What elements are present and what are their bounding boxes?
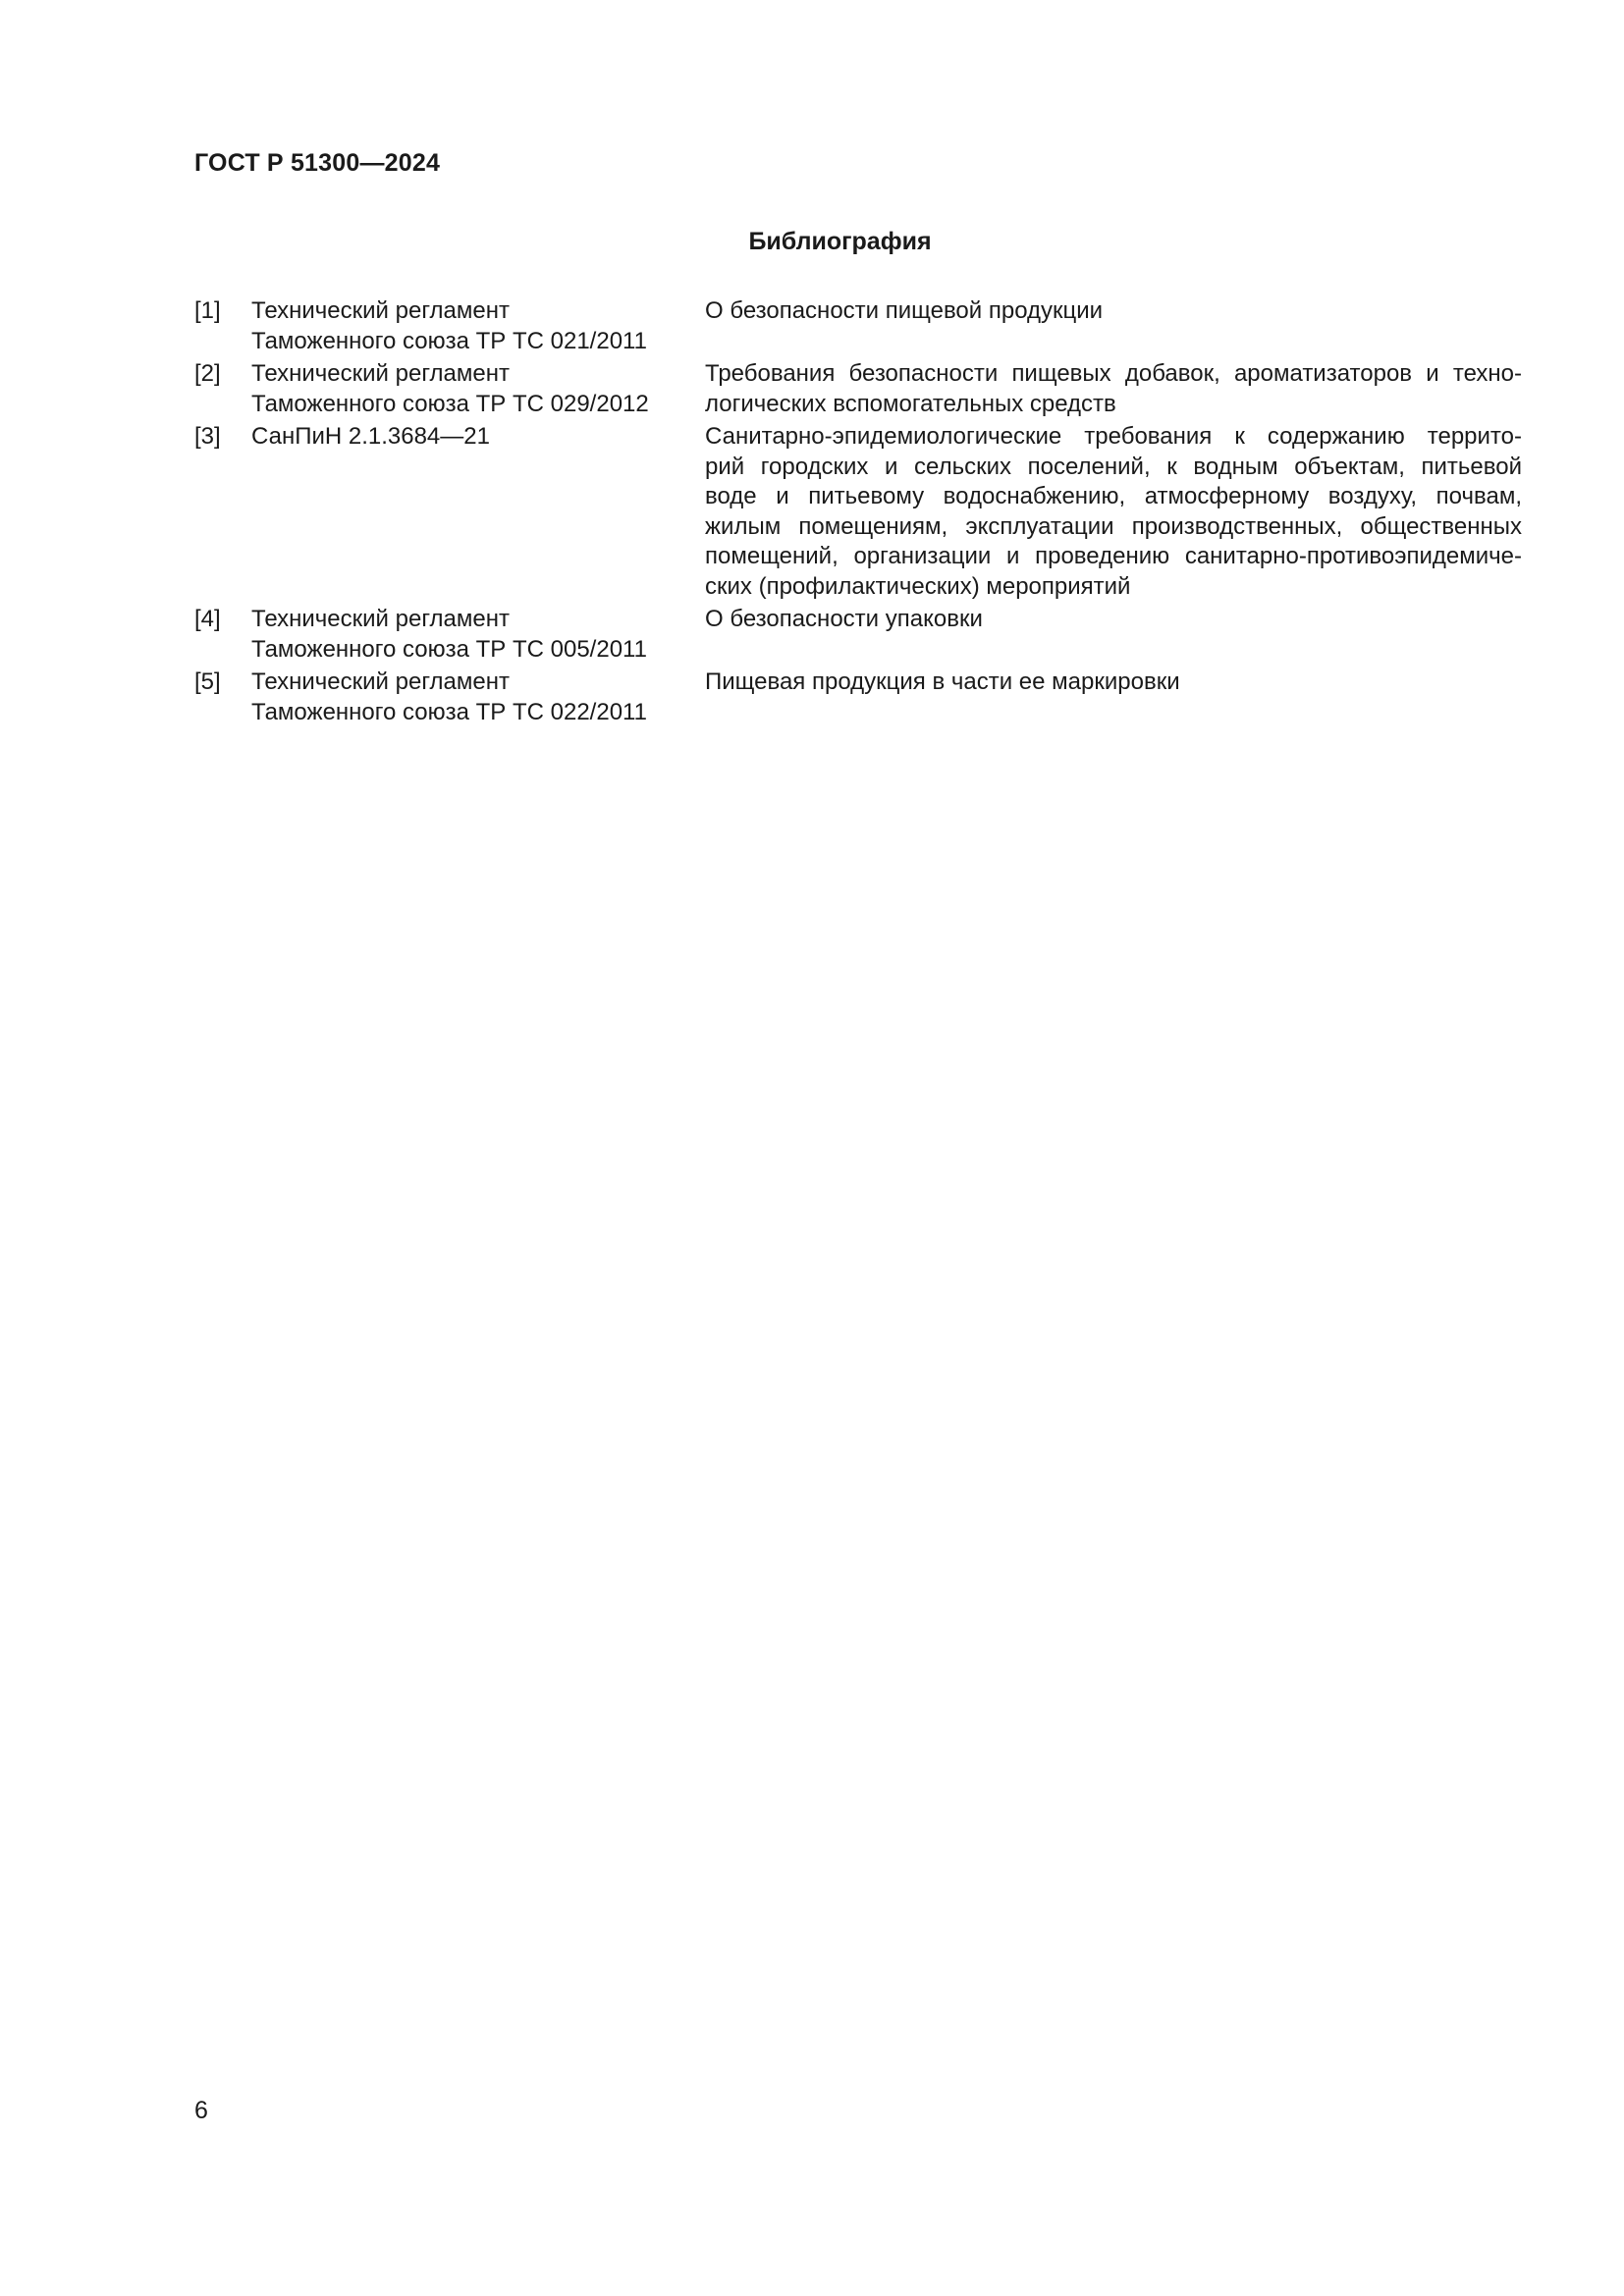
- entry-reference: [251, 667, 683, 727]
- entry-description: [705, 667, 1522, 727]
- entry-reference: [251, 422, 683, 453]
- entry-description-line: Требования безопасности пищевых добавок, ароматизаторов и техно-: [705, 360, 1522, 387]
- entry-reference-line: СанПиН 2.1.3684—21: [251, 423, 490, 450]
- bibliography-entry: [194, 422, 1522, 602]
- bibliography-list: [194, 296, 1522, 730]
- bibliography-entry: [194, 359, 1522, 419]
- entry-description-line: О безопасности упаковки: [705, 606, 983, 632]
- entry-description: [705, 296, 1522, 356]
- entry-description-line: жилым помещениям, эксплуатации производственных, общественных: [705, 512, 1522, 540]
- bibliography-entry: [194, 667, 1522, 727]
- entry-reference-line: Таможенного союза ТР ТС 029/2012: [251, 390, 649, 417]
- document-code-header: ГОСТ Р 51300—2024: [194, 149, 441, 177]
- entry-description-line: О безопасности пищевой продукции: [705, 297, 1104, 324]
- bibliography-entry: [194, 296, 1522, 356]
- bibliography-entry: [194, 605, 1522, 665]
- entry-number: [1]: [194, 297, 221, 324]
- entry-reference: [251, 359, 683, 419]
- entry-description-line: логических вспомогательных средств: [705, 390, 1116, 417]
- entry-reference: [251, 296, 683, 356]
- entry-number: [2]: [194, 360, 221, 387]
- entry-description-line: воде и питьевому водоснабжению, атмосферному воздуху, почвам,: [705, 483, 1522, 509]
- entry-reference: [251, 605, 683, 665]
- entry-description: [705, 422, 1522, 602]
- entry-reference-line: Таможенного союза ТР ТС 021/2011: [251, 327, 647, 354]
- entry-description: [705, 359, 1522, 419]
- entry-reference-line: Таможенного союза ТР ТС 005/2011: [251, 635, 647, 663]
- entry-reference-line: Технический регламент: [251, 668, 510, 695]
- entry-description: [705, 605, 1522, 665]
- entry-description-line: Санитарно-эпидемиологические требования к содержанию террито-: [705, 423, 1522, 450]
- entry-number: [5]: [194, 668, 221, 695]
- section-title-bibliography: Библиография: [748, 228, 932, 255]
- entry-number: [4]: [194, 606, 221, 632]
- entry-reference-line: Технический регламент: [251, 606, 510, 632]
- entry-description-line: Пищевая продукция в части ее маркировки: [705, 668, 1180, 695]
- page-number: 6: [194, 2097, 208, 2124]
- entry-number: [3]: [194, 423, 221, 450]
- entry-reference-line: Технический регламент: [251, 360, 510, 387]
- entry-description-line: рий городских и сельских поселений, к водным объектам, питьевой: [705, 453, 1522, 480]
- entry-reference-line: Технический регламент: [251, 297, 510, 324]
- entry-description-line: ских (профилактических) мероприятий: [705, 572, 1131, 600]
- entry-description-line: помещений, организации и проведению санитарно-противоэпидемиче-: [705, 543, 1522, 569]
- entry-reference-line: Таможенного союза ТР ТС 022/2011: [251, 698, 647, 725]
